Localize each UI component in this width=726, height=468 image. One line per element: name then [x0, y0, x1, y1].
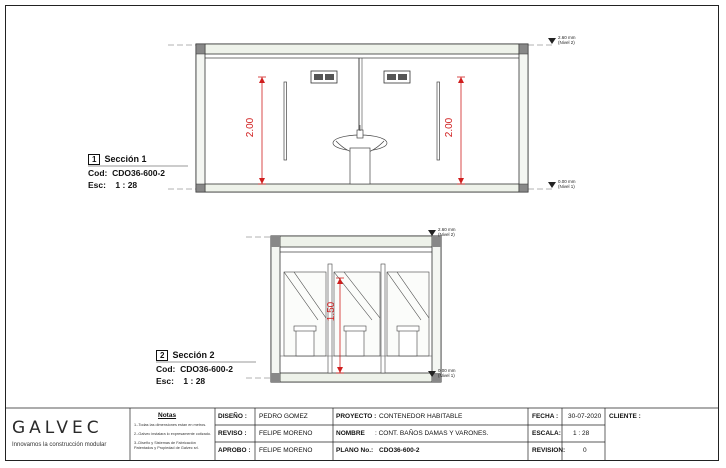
note-1: 1.-Todas las dimensiones estan en metros.	[134, 423, 207, 427]
aprobo-value: FELIPE MORENO	[259, 447, 313, 454]
door-left-s1	[284, 82, 287, 160]
fecha-label: FECHA :	[532, 413, 559, 420]
post-right-s1	[519, 44, 528, 192]
aprobo-label: APROBO :	[218, 447, 251, 454]
note-2: 2.-Galvec instalara lo expresamente cotizado.	[134, 432, 212, 436]
stall-2-s2	[334, 272, 380, 356]
post-left-s1	[196, 44, 205, 192]
level-bottom-value-s2: 0.00 mm	[438, 368, 456, 373]
level-bottom-value-s1: 0.00 mm	[558, 179, 576, 184]
reviso-value: FELIPE MORENO	[259, 430, 313, 437]
proyecto-label: PROYECTO :	[336, 413, 377, 420]
slogan: Innovamos la construcción modular	[12, 442, 107, 448]
section-2-esc-label: Esc:	[156, 376, 174, 386]
level-marker-bottom-s1	[548, 182, 556, 188]
level-label-bottom-s1	[558, 179, 576, 189]
partition-2-s2	[381, 264, 385, 373]
title-block	[5, 408, 719, 461]
level-marker-top-s2	[428, 230, 436, 236]
section-2-title-text: Sección 2	[172, 350, 215, 360]
section-2-number: 2	[156, 350, 168, 361]
post-right-s2	[432, 236, 441, 382]
section-2-esc-value: 1 : 28	[183, 376, 206, 386]
level-top-name-s1: (Nivel 2)	[558, 40, 575, 45]
diseno-value: PEDRO GOMEZ	[259, 413, 308, 420]
window-left-s1	[311, 71, 337, 83]
level-top-value-s1: 2.60 mm	[558, 35, 576, 40]
top-beam-s2	[271, 236, 441, 247]
section-1-cod-value: CDO36-600-2	[112, 168, 166, 178]
level-label-top-s2	[438, 227, 456, 237]
plano-value: CDO36-600-2	[379, 447, 420, 454]
revision-label: REVISION:	[532, 447, 566, 454]
level-bottom-name-s2: (Nivel 1)	[438, 373, 455, 378]
dimension-label-right-s1: 2.00	[444, 117, 456, 138]
stall-3-s2	[387, 272, 429, 356]
diseno-label: DISEÑO :	[218, 413, 247, 420]
level-top-name-s2: (Nivel 2)	[438, 232, 455, 237]
galvec-logo: GALVEC	[12, 418, 103, 438]
section-1-cod	[88, 168, 165, 178]
door-right-s1	[437, 82, 440, 160]
reviso-label: REVISO :	[218, 430, 247, 437]
section-1-esc-value: 1 : 28	[115, 180, 138, 190]
section-1-cod-label: Cod:	[88, 168, 108, 178]
dimension-line-left-s1	[258, 77, 266, 184]
section-1-number: 1	[88, 154, 100, 165]
dimension-label-left-s1: 2.00	[245, 117, 257, 138]
note-3: 3.-Diseño y Sistemas de Fabricación Patentados y Propiedad de Galvec srl.	[134, 441, 199, 450]
top-beam-s1	[196, 44, 528, 54]
level-top-value-s2: 2.60 mm	[438, 227, 456, 232]
dimension-label-s2: 1.50	[326, 301, 338, 322]
level-bottom-name-s1: (Nivel 1)	[558, 184, 575, 189]
section-2-cod	[156, 364, 233, 374]
post-left-s2	[271, 236, 280, 382]
section-1-drawing	[168, 38, 556, 192]
section-2-cod-label: Cod:	[156, 364, 176, 374]
nombre-value: : CONT. BAÑOS DAMAS Y VARONES.	[375, 430, 489, 437]
escala-label: ESCALA:	[532, 430, 561, 437]
level-label-top-s1	[558, 35, 576, 45]
level-label-bottom-s2	[438, 368, 456, 378]
section-2-drawing	[246, 230, 441, 382]
revision-value: 0	[583, 447, 587, 454]
escala-value: 1 : 28	[573, 430, 590, 437]
floor-s2	[271, 373, 441, 382]
plano-label: PLANO No.:	[336, 447, 374, 454]
proyecto-value: CONTENEDOR HABITABLE	[379, 413, 463, 420]
nombre-label: NOMBRE	[336, 430, 365, 437]
notes-title: Notas	[158, 412, 177, 419]
section-1-title-text: Sección 1	[104, 154, 147, 164]
section-2-esc	[156, 376, 205, 386]
section-2-title	[156, 350, 214, 361]
section-1-title	[88, 154, 146, 165]
floor-s1	[196, 184, 528, 192]
window-right-s1	[384, 71, 410, 83]
section-1-esc	[88, 180, 137, 190]
cliente-label: CLIENTE :	[609, 413, 641, 420]
dimension-line-right-s1	[457, 77, 465, 184]
stall-1-s2	[284, 272, 326, 356]
fecha-value: 30-07-2020	[568, 413, 602, 420]
level-marker-top-s1	[548, 38, 556, 44]
section-2-cod-value: CDO36-600-2	[180, 364, 234, 374]
sink-s1	[333, 125, 387, 184]
section-1-esc-label: Esc:	[88, 180, 106, 190]
